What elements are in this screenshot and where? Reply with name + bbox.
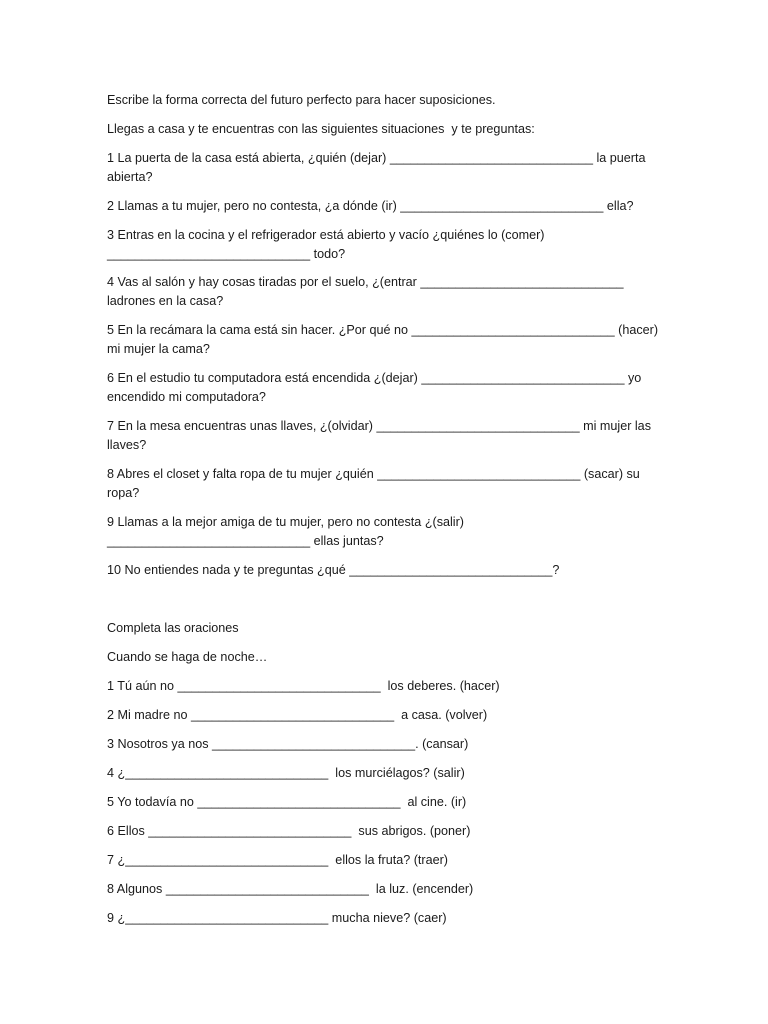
- exercise-item-2: 2 Llamas a tu mujer, pero no contesta, ¿a dónde (ir) _____________________________ ella?: [107, 199, 634, 213]
- sentence-item-1: 1 Tú aún no _____________________________ los deberes. (hacer): [107, 679, 500, 693]
- exercise-item-5: 5 En la recámara la cama está sin hacer. ¿Por qué no _____________________________ (hacer) mi mujer la cama?: [107, 323, 662, 356]
- section-intro: Cuando se haga de noche…: [107, 650, 268, 664]
- sentence-item-4: 4 ¿_____________________________ los murciélagos? (salir): [107, 766, 465, 780]
- exercise-item-1: 1 La puerta de la casa está abierta, ¿quién (dejar) _____________________________ la puerta abierta?: [107, 151, 649, 184]
- sentence-item-5: 5 Yo todavía no _____________________________ al cine. (ir): [107, 795, 467, 809]
- intro-text: Llegas a casa y te encuentras con las siguientes situaciones y te preguntas:: [107, 122, 535, 136]
- exercise-item-4: 4 Vas al salón y hay cosas tiradas por el suelo, ¿(entrar _____________________________ ladrones en la casa?: [107, 275, 627, 308]
- sentence-item-3: 3 Nosotros ya nos _____________________________. (cansar): [107, 737, 469, 751]
- sentence-item-6: 6 Ellos _____________________________ sus abrigos. (poner): [107, 824, 471, 838]
- sentence-item-2: 2 Mi madre no _____________________________ a casa. (volver): [107, 708, 488, 722]
- sentence-item-8: 8 Algunos _____________________________ la luz. (encender): [107, 882, 474, 896]
- sentence-item-9: 9 ¿_____________________________ mucha nieve? (caer): [107, 911, 447, 925]
- instruction-text: Escribe la forma correcta del futuro perfecto para hacer suposiciones.: [107, 93, 496, 107]
- exercise-item-3: 3 Entras en la cocina y el refrigerador está abierto y vacío ¿quiénes lo (comer) _____________________________ todo?: [107, 228, 548, 261]
- exercise-item-9: 9 Llamas a la mejor amiga de tu mujer, pero no contesta ¿(salir) _____________________________ ellas juntas?: [107, 515, 468, 548]
- exercise-item-8: 8 Abres el closet y falta ropa de tu mujer ¿quién _____________________________ (sacar) su ropa?: [107, 467, 644, 500]
- exercise-item-7: 7 En la mesa encuentras unas llaves, ¿(olvidar) _____________________________ mi mujer las llaves?: [107, 419, 655, 452]
- section-title: Completa las oraciones: [107, 621, 239, 635]
- exercise-item-6: 6 En el estudio tu computadora está encendida ¿(dejar) _____________________________ yo encendido mi computadora?: [107, 371, 645, 404]
- exercise-item-10: 10 No entiendes nada y te preguntas ¿qué _____________________________?: [107, 563, 560, 577]
- sentence-item-7: 7 ¿_____________________________ ellos la fruta? (traer): [107, 853, 448, 867]
